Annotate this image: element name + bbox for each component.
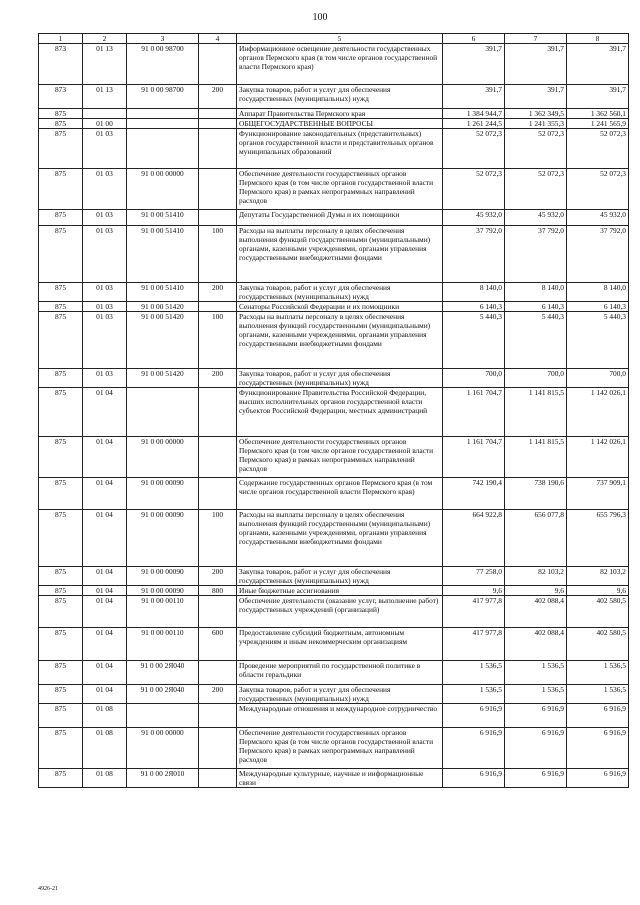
cell-amount-col7: 700,0 bbox=[505, 369, 567, 388]
cell-target-article: 91 0 00 51410 bbox=[127, 283, 199, 302]
cell-description: Закупка товаров, работ и услуг для обеспечения государственных (муниципальных) нужд bbox=[237, 567, 443, 586]
cell-amount-col8: 45 932,0 bbox=[567, 210, 629, 226]
cell-admin-code: 875 bbox=[39, 388, 83, 437]
cell-target-article: 91 0 00 51420 bbox=[127, 302, 199, 312]
cell-expense-type bbox=[199, 769, 237, 788]
cell-amount-col6: 1 161 704,7 bbox=[443, 388, 505, 437]
table-row bbox=[39, 388, 629, 437]
cell-description: ОБЩЕГОСУДАРСТВЕННЫЕ ВОПРОСЫ bbox=[237, 119, 443, 129]
cell-description: Расходы на выплаты персоналу в целях обеспечения выполнения функций государственными (муниципальными) органами, казенными учреждениями, органами управления государственными внебюджетными фондами bbox=[237, 312, 443, 369]
cell-section: 01 04 bbox=[83, 685, 127, 704]
cell-description: Международные отношения и международное сотрудничество bbox=[237, 704, 443, 728]
cell-section: 01 04 bbox=[83, 510, 127, 567]
cell-admin-code: 873 bbox=[39, 44, 83, 85]
cell-admin-code: 875 bbox=[39, 119, 83, 129]
cell-amount-col7: 1 141 815,5 bbox=[505, 388, 567, 437]
cell-admin-code: 875 bbox=[39, 628, 83, 661]
cell-expense-type: 100 bbox=[199, 312, 237, 369]
cell-amount-col6: 6 916,9 bbox=[443, 769, 505, 788]
column-header: 3 bbox=[127, 34, 199, 44]
cell-amount-col6: 664 922,8 bbox=[443, 510, 505, 567]
cell-amount-col6: 37 792,0 bbox=[443, 226, 505, 283]
table-row bbox=[39, 85, 629, 109]
cell-description: Информационное освещение деятельности государственных органов Пермского края (в том числе органов государственной власти Пермского края) bbox=[237, 44, 443, 85]
cell-section: 01 08 bbox=[83, 728, 127, 769]
cell-description: Функционирование Правительства Российской Федерации, высших исполнительных органов государственной власти субъектов Российской Федерации, местных администраций bbox=[237, 388, 443, 437]
cell-amount-col8: 6 916,9 bbox=[567, 704, 629, 728]
cell-amount-col8: 402 580,5 bbox=[567, 596, 629, 628]
budget-table bbox=[38, 33, 629, 788]
cell-admin-code: 873 bbox=[39, 85, 83, 109]
table-row bbox=[39, 369, 629, 388]
column-header: 5 bbox=[237, 34, 443, 44]
cell-section: 01 04 bbox=[83, 567, 127, 586]
cell-amount-col8: 1 241 565,9 bbox=[567, 119, 629, 129]
cell-amount-col7: 52 072,3 bbox=[505, 129, 567, 169]
column-header: 1 bbox=[39, 34, 83, 44]
table-row bbox=[39, 596, 629, 628]
cell-amount-col6: 52 072,3 bbox=[443, 129, 505, 169]
cell-section: 01 03 bbox=[83, 210, 127, 226]
cell-amount-col8: 1 142 026,1 bbox=[567, 388, 629, 437]
cell-expense-type bbox=[199, 478, 237, 510]
cell-amount-col8: 5 440,3 bbox=[567, 312, 629, 369]
cell-section: 01 03 bbox=[83, 226, 127, 283]
cell-amount-col8: 82 103,2 bbox=[567, 567, 629, 586]
cell-amount-col7: 1 536,5 bbox=[505, 685, 567, 704]
cell-amount-col7: 391,7 bbox=[505, 85, 567, 109]
cell-target-article: 91 0 00 51410 bbox=[127, 226, 199, 283]
cell-amount-col7: 6 916,9 bbox=[505, 769, 567, 788]
cell-target-article: 91 0 00 98700 bbox=[127, 44, 199, 85]
cell-expense-type bbox=[199, 44, 237, 85]
column-header: 7 bbox=[505, 34, 567, 44]
cell-amount-col6: 1 536,5 bbox=[443, 685, 505, 704]
cell-section: 01 08 bbox=[83, 769, 127, 788]
cell-expense-type bbox=[199, 210, 237, 226]
cell-admin-code: 875 bbox=[39, 567, 83, 586]
cell-amount-col6: 77 258,0 bbox=[443, 567, 505, 586]
cell-amount-col6: 1 161 704,7 bbox=[443, 437, 505, 478]
table-row bbox=[39, 704, 629, 728]
cell-expense-type bbox=[199, 661, 237, 685]
cell-amount-col8: 8 140,0 bbox=[567, 283, 629, 302]
table-row bbox=[39, 685, 629, 704]
table-row bbox=[39, 769, 629, 788]
cell-amount-col6: 5 440,3 bbox=[443, 312, 505, 369]
cell-amount-col7: 6 140,3 bbox=[505, 302, 567, 312]
cell-amount-col6: 45 932,0 bbox=[443, 210, 505, 226]
cell-target-article bbox=[127, 109, 199, 119]
cell-admin-code: 875 bbox=[39, 129, 83, 169]
cell-section: 01 03 bbox=[83, 283, 127, 302]
cell-expense-type bbox=[199, 388, 237, 437]
table-row bbox=[39, 728, 629, 769]
cell-target-article: 91 0 00 00090 bbox=[127, 586, 199, 596]
cell-target-article: 91 0 00 00090 bbox=[127, 567, 199, 586]
cell-expense-type bbox=[199, 302, 237, 312]
cell-amount-col7: 402 088,4 bbox=[505, 596, 567, 628]
cell-expense-type bbox=[199, 728, 237, 769]
cell-admin-code: 875 bbox=[39, 728, 83, 769]
column-header: 6 bbox=[443, 34, 505, 44]
cell-expense-type: 600 bbox=[199, 628, 237, 661]
cell-amount-col8: 1 362 560,1 bbox=[567, 109, 629, 119]
cell-description: Обеспечение деятельности (оказание услуг, выполнение работ) государственных учреждений (организаций) bbox=[237, 596, 443, 628]
cell-target-article: 91 0 00 00090 bbox=[127, 510, 199, 567]
cell-amount-col7: 391,7 bbox=[505, 44, 567, 85]
table-row bbox=[39, 586, 629, 596]
table-row bbox=[39, 226, 629, 283]
cell-section: 01 03 bbox=[83, 302, 127, 312]
cell-expense-type: 200 bbox=[199, 283, 237, 302]
cell-expense-type: 800 bbox=[199, 586, 237, 596]
cell-amount-col8: 9,6 bbox=[567, 586, 629, 596]
cell-description: Расходы на выплаты персоналу в целях обеспечения выполнения функций государственными (муниципальными) органами, казенными учреждениями, органами управления государственными внебюджетными фондами bbox=[237, 510, 443, 567]
cell-admin-code: 875 bbox=[39, 661, 83, 685]
cell-amount-col8: 655 796,3 bbox=[567, 510, 629, 567]
cell-target-article: 91 0 00 2Я040 bbox=[127, 685, 199, 704]
cell-description: Функционирование законодательных (представительных) органов государственной власти и представительных органов муниципальных образований bbox=[237, 129, 443, 169]
cell-section: 01 13 bbox=[83, 85, 127, 109]
cell-description: Сенаторы Российской Федерации и их помощники bbox=[237, 302, 443, 312]
cell-description: Содержание государственных органов Пермского края (в том числе органов государственной власти Пермского края) bbox=[237, 478, 443, 510]
table-row bbox=[39, 119, 629, 129]
table-row bbox=[39, 661, 629, 685]
cell-amount-col8: 391,7 bbox=[567, 44, 629, 85]
cell-amount-col8: 1 142 026,1 bbox=[567, 437, 629, 478]
cell-section: 01 04 bbox=[83, 437, 127, 478]
cell-section: 01 13 bbox=[83, 44, 127, 85]
cell-amount-col6: 52 072,3 bbox=[443, 169, 505, 210]
cell-description: Обеспечение деятельности государственных органов Пермского края (в том числе органов государственной власти Пермского края) в рамках непрограммных направлений расходов bbox=[237, 437, 443, 478]
cell-description: Международные культурные, научные и информационные связи bbox=[237, 769, 443, 788]
cell-amount-col7: 1 536,5 bbox=[505, 661, 567, 685]
table-row bbox=[39, 109, 629, 119]
cell-amount-col8: 52 072,3 bbox=[567, 129, 629, 169]
cell-admin-code: 875 bbox=[39, 478, 83, 510]
cell-admin-code: 875 bbox=[39, 226, 83, 283]
cell-expense-type: 200 bbox=[199, 85, 237, 109]
table-row bbox=[39, 283, 629, 302]
cell-amount-col7: 402 088,4 bbox=[505, 628, 567, 661]
cell-admin-code: 875 bbox=[39, 704, 83, 728]
cell-amount-col6: 391,7 bbox=[443, 85, 505, 109]
cell-target-article: 91 0 00 00000 bbox=[127, 437, 199, 478]
cell-target-article: 91 0 00 2Я040 bbox=[127, 661, 199, 685]
cell-expense-type: 200 bbox=[199, 685, 237, 704]
cell-description: Предоставление субсидий бюджетным, автономным учреждениям и иным некоммерческим организациям bbox=[237, 628, 443, 661]
cell-expense-type: 100 bbox=[199, 226, 237, 283]
cell-amount-col8: 52 072,3 bbox=[567, 169, 629, 210]
cell-amount-col6: 391,7 bbox=[443, 44, 505, 85]
cell-amount-col7: 52 072,3 bbox=[505, 169, 567, 210]
cell-section: 01 08 bbox=[83, 704, 127, 728]
cell-target-article bbox=[127, 388, 199, 437]
page-number: 100 bbox=[312, 12, 328, 23]
cell-target-article: 91 0 00 00000 bbox=[127, 728, 199, 769]
footer-code: 4926-21 bbox=[38, 886, 58, 892]
cell-amount-col7: 6 916,9 bbox=[505, 728, 567, 769]
cell-expense-type bbox=[199, 704, 237, 728]
cell-target-article bbox=[127, 129, 199, 169]
cell-amount-col8: 1 536,5 bbox=[567, 685, 629, 704]
cell-target-article: 91 0 00 2Я010 bbox=[127, 769, 199, 788]
cell-amount-col6: 1 261 244,5 bbox=[443, 119, 505, 129]
cell-target-article: 91 0 00 00110 bbox=[127, 596, 199, 628]
cell-description: Обеспечение деятельности государственных органов Пермского края (в том числе органов государственной власти Пермского края) в рамках непрограммных направлений расходов bbox=[237, 728, 443, 769]
cell-description: Обеспечение деятельности государственных органов Пермского края (в том числе органов государственной власти Пермского края) в рамках непрограммных направлений расходов bbox=[237, 169, 443, 210]
cell-admin-code: 875 bbox=[39, 283, 83, 302]
cell-amount-col7: 1 141 815,5 bbox=[505, 437, 567, 478]
cell-amount-col7: 9,6 bbox=[505, 586, 567, 596]
cell-expense-type: 100 bbox=[199, 510, 237, 567]
cell-section: 01 04 bbox=[83, 596, 127, 628]
cell-amount-col6: 9,6 bbox=[443, 586, 505, 596]
table-row bbox=[39, 44, 629, 85]
cell-expense-type bbox=[199, 129, 237, 169]
table-row bbox=[39, 628, 629, 661]
cell-expense-type: 200 bbox=[199, 567, 237, 586]
cell-expense-type bbox=[199, 109, 237, 119]
cell-section: 01 04 bbox=[83, 661, 127, 685]
cell-section: 01 04 bbox=[83, 628, 127, 661]
cell-amount-col6: 6 916,9 bbox=[443, 728, 505, 769]
cell-expense-type bbox=[199, 169, 237, 210]
cell-admin-code: 875 bbox=[39, 369, 83, 388]
cell-description: Закупка товаров, работ и услуг для обеспечения государственных (муниципальных) нужд bbox=[237, 85, 443, 109]
cell-admin-code: 875 bbox=[39, 312, 83, 369]
cell-amount-col7: 656 077,8 bbox=[505, 510, 567, 567]
cell-expense-type bbox=[199, 119, 237, 129]
cell-amount-col8: 391,7 bbox=[567, 85, 629, 109]
cell-amount-col7: 6 916,9 bbox=[505, 704, 567, 728]
cell-amount-col7: 45 932,0 bbox=[505, 210, 567, 226]
cell-target-article: 91 0 00 00000 bbox=[127, 169, 199, 210]
cell-amount-col6: 742 190,4 bbox=[443, 478, 505, 510]
cell-amount-col6: 8 140,0 bbox=[443, 283, 505, 302]
cell-admin-code: 875 bbox=[39, 586, 83, 596]
cell-section: 01 04 bbox=[83, 388, 127, 437]
cell-amount-col6: 1 384 944,7 bbox=[443, 109, 505, 119]
cell-section: 01 03 bbox=[83, 129, 127, 169]
cell-target-article bbox=[127, 119, 199, 129]
cell-target-article: 91 0 00 51410 bbox=[127, 210, 199, 226]
cell-description: Депутаты Государственной Думы и их помощники bbox=[237, 210, 443, 226]
cell-target-article: 91 0 00 51420 bbox=[127, 369, 199, 388]
cell-description: Закупка товаров, работ и услуг для обеспечения государственных (муниципальных) нужд bbox=[237, 685, 443, 704]
cell-description: Закупка товаров, работ и услуг для обеспечения государственных (муниципальных) нужд bbox=[237, 369, 443, 388]
cell-admin-code: 875 bbox=[39, 685, 83, 704]
cell-amount-col6: 6 916,9 bbox=[443, 704, 505, 728]
cell-section: 01 04 bbox=[83, 586, 127, 596]
cell-amount-col7: 8 140,0 bbox=[505, 283, 567, 302]
cell-amount-col6: 700,0 bbox=[443, 369, 505, 388]
table-row bbox=[39, 437, 629, 478]
table-row bbox=[39, 129, 629, 169]
cell-amount-col6: 417 977,8 bbox=[443, 628, 505, 661]
table-row bbox=[39, 210, 629, 226]
cell-amount-col7: 37 792,0 bbox=[505, 226, 567, 283]
table-row bbox=[39, 169, 629, 210]
cell-section bbox=[83, 109, 127, 119]
cell-section: 01 03 bbox=[83, 312, 127, 369]
cell-amount-col7: 5 440,3 bbox=[505, 312, 567, 369]
cell-target-article: 91 0 00 00110 bbox=[127, 628, 199, 661]
cell-amount-col6: 6 140,3 bbox=[443, 302, 505, 312]
cell-section: 01 03 bbox=[83, 369, 127, 388]
cell-target-article bbox=[127, 704, 199, 728]
cell-admin-code: 875 bbox=[39, 596, 83, 628]
column-header: 2 bbox=[83, 34, 127, 44]
column-header: 8 bbox=[567, 34, 629, 44]
cell-amount-col8: 1 536,5 bbox=[567, 661, 629, 685]
cell-description: Закупка товаров, работ и услуг для обеспечения государственных (муниципальных) нужд bbox=[237, 283, 443, 302]
cell-amount-col8: 700,0 bbox=[567, 369, 629, 388]
table-row bbox=[39, 510, 629, 567]
cell-amount-col8: 402 580,5 bbox=[567, 628, 629, 661]
cell-section: 01 04 bbox=[83, 478, 127, 510]
cell-amount-col8: 37 792,0 bbox=[567, 226, 629, 283]
cell-target-article: 91 0 00 00090 bbox=[127, 478, 199, 510]
cell-expense-type bbox=[199, 596, 237, 628]
table-row bbox=[39, 312, 629, 369]
cell-expense-type bbox=[199, 437, 237, 478]
cell-amount-col8: 6 916,9 bbox=[567, 728, 629, 769]
header-row bbox=[39, 34, 629, 44]
table-row bbox=[39, 567, 629, 586]
cell-admin-code: 875 bbox=[39, 210, 83, 226]
cell-admin-code: 875 bbox=[39, 109, 83, 119]
cell-expense-type: 200 bbox=[199, 369, 237, 388]
table-row bbox=[39, 302, 629, 312]
column-header: 4 bbox=[199, 34, 237, 44]
cell-amount-col8: 6 916,9 bbox=[567, 769, 629, 788]
cell-description: Аппарат Правительства Пермского края bbox=[237, 109, 443, 119]
cell-amount-col8: 6 140,3 bbox=[567, 302, 629, 312]
cell-description: Иные бюджетные ассигнования bbox=[237, 586, 443, 596]
cell-admin-code: 875 bbox=[39, 169, 83, 210]
cell-admin-code: 875 bbox=[39, 769, 83, 788]
cell-admin-code: 875 bbox=[39, 302, 83, 312]
cell-target-article: 91 0 00 98700 bbox=[127, 85, 199, 109]
cell-description: Проведение мероприятий по государственной политике в области геральдики bbox=[237, 661, 443, 685]
cell-admin-code: 875 bbox=[39, 510, 83, 567]
cell-amount-col8: 737 909,1 bbox=[567, 478, 629, 510]
table-row bbox=[39, 478, 629, 510]
cell-section: 01 00 bbox=[83, 119, 127, 129]
cell-admin-code: 875 bbox=[39, 437, 83, 478]
cell-description: Расходы на выплаты персоналу в целях обеспечения выполнения функций государственными (муниципальными) органами, казенными учреждениями, органами управления государственными внебюджетными фондами bbox=[237, 226, 443, 283]
cell-amount-col6: 417 977,8 bbox=[443, 596, 505, 628]
cell-amount-col7: 1 362 349,5 bbox=[505, 109, 567, 119]
cell-amount-col6: 1 536,5 bbox=[443, 661, 505, 685]
cell-amount-col7: 738 190,6 bbox=[505, 478, 567, 510]
cell-amount-col7: 1 241 355,3 bbox=[505, 119, 567, 129]
cell-target-article: 91 0 00 51420 bbox=[127, 312, 199, 369]
cell-amount-col7: 82 103,2 bbox=[505, 567, 567, 586]
cell-section: 01 03 bbox=[83, 169, 127, 210]
